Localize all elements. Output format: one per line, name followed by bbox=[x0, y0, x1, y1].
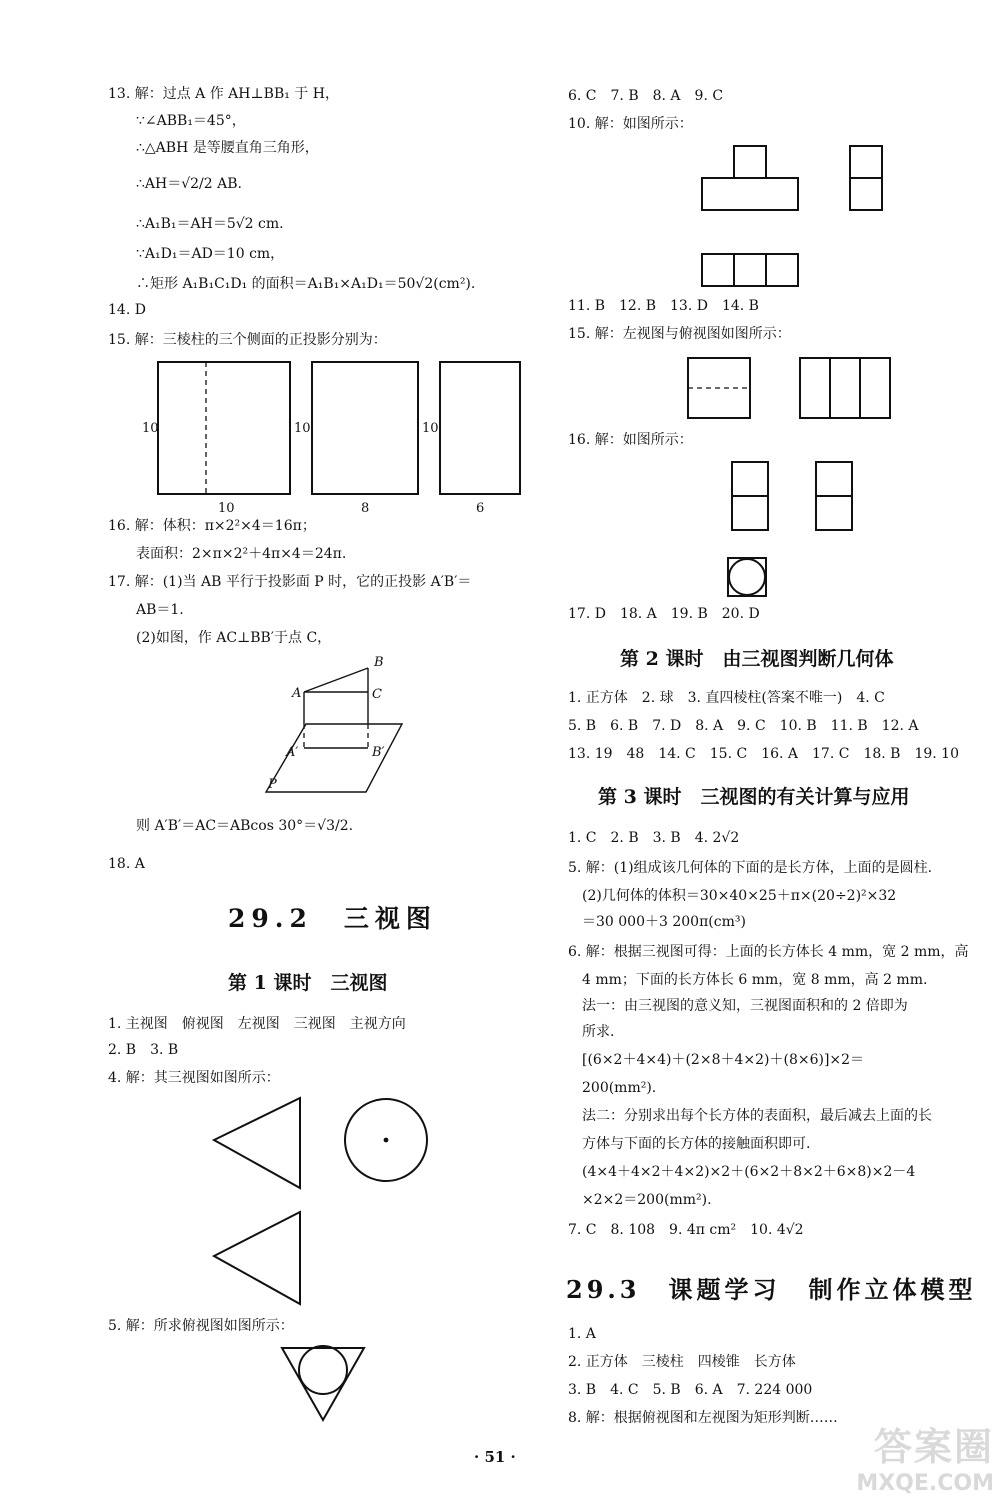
r-q10: 10. 解：如图所示： bbox=[568, 116, 693, 132]
fig17-label-A: A bbox=[292, 686, 302, 701]
q13-line5: ∴A₁B₁＝AH＝5√2 cm. bbox=[136, 216, 284, 232]
fig17-label-B: B bbox=[374, 655, 384, 670]
r-q16-views bbox=[728, 462, 852, 596]
r-q16: 16. 解：如图所示： bbox=[568, 432, 693, 448]
fig15-label-w3: 6 bbox=[476, 501, 485, 516]
l2-line1: 1. 正方体 2. 球 3. 直四棱柱(答案不唯一) 4. C bbox=[568, 690, 885, 706]
fig15-label-w2: 8 bbox=[361, 501, 370, 516]
l-q5-top-view bbox=[282, 1346, 364, 1420]
q13-line4: ∴AH＝√2/2 AB. bbox=[136, 176, 242, 192]
fig17-label-B1: B′ bbox=[372, 745, 385, 760]
l3-line1: 1. C 2. B 3. B 4. 2√2 bbox=[568, 830, 740, 846]
r-q15-views bbox=[688, 358, 890, 418]
q17-line3: (2)如图，作 AC⊥BB′于点 C， bbox=[136, 630, 332, 646]
l-q4-triangle-side bbox=[214, 1212, 300, 1304]
l3-line4: ＝30 000＋3 200π(cm³) bbox=[582, 914, 746, 930]
watermark-line2: MXQE.COM bbox=[856, 1471, 994, 1496]
r-q10-top-view bbox=[702, 254, 798, 286]
l3-line6: 4 mm；下面的长方体长 6 mm，宽 8 mm，高 2 mm. bbox=[582, 972, 928, 988]
l3-line10: 200(mm²). bbox=[582, 1080, 657, 1096]
l2-line3: 13. 19 48 14. C 15. C 16. A 17. C 18. B 19. 10 bbox=[568, 746, 959, 762]
l3-line12: 方体与下面的长方体的接触面积即可. bbox=[582, 1136, 811, 1152]
q13-line7: ∴矩形 A₁B₁C₁D₁ 的面积＝A₁B₁×A₁D₁＝50√2(cm²). bbox=[136, 276, 476, 292]
fig15-rect-1 bbox=[158, 362, 290, 494]
l-q4-triangle-front bbox=[214, 1098, 300, 1188]
fig15-rect-2 bbox=[312, 362, 418, 494]
r-q10-side-bottom bbox=[850, 178, 882, 210]
fig15-label-h1: 10 bbox=[142, 421, 159, 436]
watermark-line1: 答案圈 bbox=[873, 1425, 994, 1469]
lesson2-title: 第 2 课时 由三视图判断几何体 bbox=[620, 648, 894, 670]
fig15-label-w1: 10 bbox=[218, 501, 235, 516]
fig15-label-h2: 10 bbox=[294, 421, 311, 436]
r-answers-11-14: 11. B 12. B 13. D 14. B bbox=[568, 298, 759, 314]
section-29-3-title: 29.3 课题学习 制作立体模型 bbox=[566, 1275, 977, 1304]
l1-line4: 5. 解：所求俯视图如图所示： bbox=[108, 1318, 294, 1334]
fig17-label-C: C bbox=[372, 687, 382, 702]
l3-line11: 法二：分别求出每个长方体的表面积，最后减去上面的长 bbox=[582, 1108, 932, 1124]
l3-line2: 5. 解：(1)组成该几何体的下面的是长方体，上面的是圆柱. bbox=[568, 860, 933, 876]
l4-line2: 2. 正方体 三棱柱 四棱锥 长方体 bbox=[568, 1354, 796, 1370]
q16-line1: 16. 解：体积：π×2²×4＝16π； bbox=[108, 518, 316, 534]
watermark bbox=[856, 1416, 994, 1496]
q13-line3: ∴△ABH 是等腰直角三角形， bbox=[136, 140, 319, 156]
fig17-label-A1: A′ bbox=[286, 745, 299, 760]
r-q15-top-view bbox=[800, 358, 890, 418]
l3-line14: ×2×2＝200(mm²). bbox=[582, 1192, 712, 1208]
fig15-label-h3: 10 bbox=[422, 421, 439, 436]
q17-conclusion: 则 A′B′＝AC＝ABcos 30°＝√3/2. bbox=[136, 818, 354, 834]
l-q4-three-views bbox=[214, 1098, 427, 1304]
l3-line13: (4×4＋4×2＋4×2)×2＋(6×2＋8×2＋6×8)×2－4 bbox=[582, 1164, 916, 1180]
fig15-projections bbox=[142, 362, 520, 516]
q15-text: 15. 解：三棱柱的三个侧面的正投影分别为： bbox=[108, 332, 387, 348]
l-q5-circle bbox=[299, 1346, 347, 1394]
q13-line6: ∵A₁D₁＝AD＝10 cm， bbox=[136, 246, 285, 262]
l3-line3: (2)几何体的体积＝30×40×25＋π×(20÷2)²×32 bbox=[582, 888, 897, 904]
q14-answer: 14. D bbox=[108, 302, 146, 318]
l2-line2: 5. B 6. B 7. D 8. A 9. C 10. B 11. B 12. A bbox=[568, 718, 919, 734]
fig17-label-P: P bbox=[268, 777, 277, 792]
q18-answer: 18. A bbox=[108, 856, 145, 872]
q13-line2: ∵∠ABB₁＝45°， bbox=[136, 113, 246, 129]
l4-line1: 1. A bbox=[568, 1326, 596, 1342]
l1-line3: 4. 解：其三视图如图所示： bbox=[108, 1070, 280, 1086]
l3-line5: 6. 解：根据三视图可得：上面的长方体长 4 mm，宽 2 mm，高 bbox=[568, 944, 969, 960]
l-q5-triangle bbox=[282, 1348, 364, 1420]
r-q10-base-rect bbox=[702, 178, 798, 210]
fig15-rect-3 bbox=[440, 362, 520, 494]
l3-line15: 7. C 8. 108 9. 4π cm² 10. 4√2 bbox=[568, 1222, 804, 1238]
l3-line7: 法一：由三视图的意义知，三视图面积和的 2 倍即为 bbox=[582, 998, 908, 1014]
q16-line2: 表面积：2×π×2²＋4π×4＝24π. bbox=[136, 546, 347, 562]
q17-line2: AB＝1. bbox=[136, 602, 184, 618]
lesson3-title: 第 3 课时 三视图的有关计算与应用 bbox=[598, 786, 910, 808]
lesson1-title: 第 1 课时 三视图 bbox=[228, 972, 388, 994]
l3-line9: [(6×2＋4×4)＋(2×8＋4×2)＋(8×6)]×2＝ bbox=[582, 1052, 865, 1068]
r-q10-top-square bbox=[734, 146, 766, 178]
r-q15: 15. 解：左视图与俯视图如图所示： bbox=[568, 326, 791, 342]
r-q16-top-circle bbox=[729, 559, 765, 595]
l4-line3: 3. B 4. C 5. B 6. A 7. 224 000 bbox=[568, 1382, 813, 1398]
q13-line1: 13. 解：过点 A 作 AH⊥BB₁ 于 H， bbox=[108, 86, 339, 102]
r-answers-6-9: 6. C 7. B 8. A 9. C bbox=[568, 88, 724, 104]
l4-line4: 8. 解：根据俯视图和左视图为矩形判断…… bbox=[568, 1410, 838, 1426]
l-q4-circle-center bbox=[384, 1138, 389, 1143]
fig17-projection-diagram bbox=[266, 655, 402, 792]
fig17-segment-AB bbox=[304, 668, 368, 692]
l3-line8: 所求. bbox=[582, 1024, 615, 1040]
r-answers-17-20: 17. D 18. A 19. B 20. D bbox=[568, 606, 760, 622]
l1-line2: 2. B 3. B bbox=[108, 1042, 179, 1058]
page-number: · 51 · bbox=[474, 1448, 516, 1466]
l1-line1: 1. 主视图 俯视图 左视图 三视图 主视方向 bbox=[108, 1016, 406, 1032]
section-29-2-title: 29.2 三视图 bbox=[228, 904, 437, 933]
r-q10-views bbox=[702, 146, 882, 286]
r-q10-side-top bbox=[850, 146, 882, 178]
q17-line1: 17. 解：(1)当 AB 平行于投影面 P 时，它的正投影 A′B′＝ bbox=[108, 574, 472, 590]
